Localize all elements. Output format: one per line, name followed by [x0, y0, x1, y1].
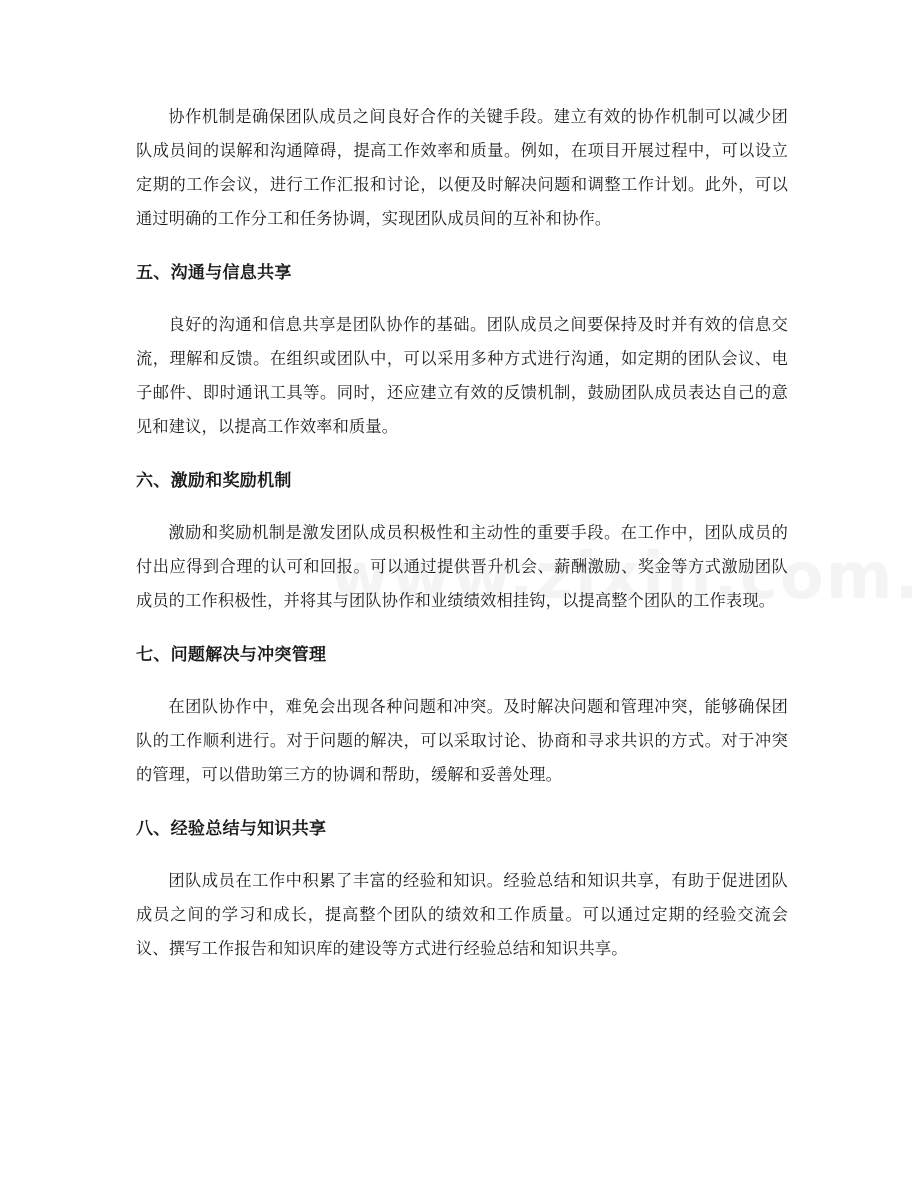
- section-paragraph-conflict: 在团队协作中，难免会出现各种问题和冲突。及时解决问题和管理冲突，能够确保团队的工作顺利进行。对于问题的解决，可以采取讨论、协商和寻求共识的方式。对于冲突的管理，可以借助第三方的协调和帮助，缓解和妥善处理。: [136, 697, 788, 784]
- section-paragraph-knowledge: 团队成员在工作中积累了丰富的经验和知识。经验总结和知识共享，有助于促进团队成员之间的学习和成长，提高整个团队的绩效和工作质量。可以通过定期的经验交流会议、撰写工作报告和知识库的建设等方式进行经验总结和知识共享。: [136, 871, 788, 958]
- section-heading-incentives: 六、激励和奖励机制: [136, 471, 292, 491]
- section-heading-communication: 五、沟通与信息共享: [136, 263, 292, 283]
- section-heading-knowledge: 八、经验总结与知识共享: [136, 819, 327, 839]
- section-paragraph-incentives: 激励和奖励机制是激发团队成员积极性和主动性的重要手段。在工作中，团队成员的付出应得到合理的认可和回报。可以通过提供晋升机会、薪酬激励、奖金等方式激励团队成员的工作积极性，并将其与团队协作和业绩绩效相挂钩，以提高整个团队的工作表现。: [136, 523, 788, 610]
- section-paragraph-communication: 良好的沟通和信息共享是团队协作的基础。团队成员之间要保持及时并有效的信息交流，理解和反馈。在组织或团队中，可以采用多种方式进行沟通，如定期的团队会议、电子邮件、即时通讯工具等。同时，还应建立有效的反馈机制，鼓励团队成员表达自己的意见和建议，以提高工作效率和质量。: [136, 315, 788, 436]
- document-body: [136, 100, 788, 966]
- section-heading-conflict: 七、问题解决与冲突管理: [136, 645, 327, 665]
- intro-paragraph: 协作机制是确保团队成员之间良好合作的关键手段。建立有效的协作机制可以减少团队成员间的误解和沟通障碍，提高工作效率和质量。例如，在项目开展过程中，可以设立定期的工作会议，进行工作汇报和讨论，以便及时解决问题和调整工作计划。此外，可以通过明确的工作分工和任务协调，实现团队成员间的互补和协作。: [136, 107, 788, 228]
